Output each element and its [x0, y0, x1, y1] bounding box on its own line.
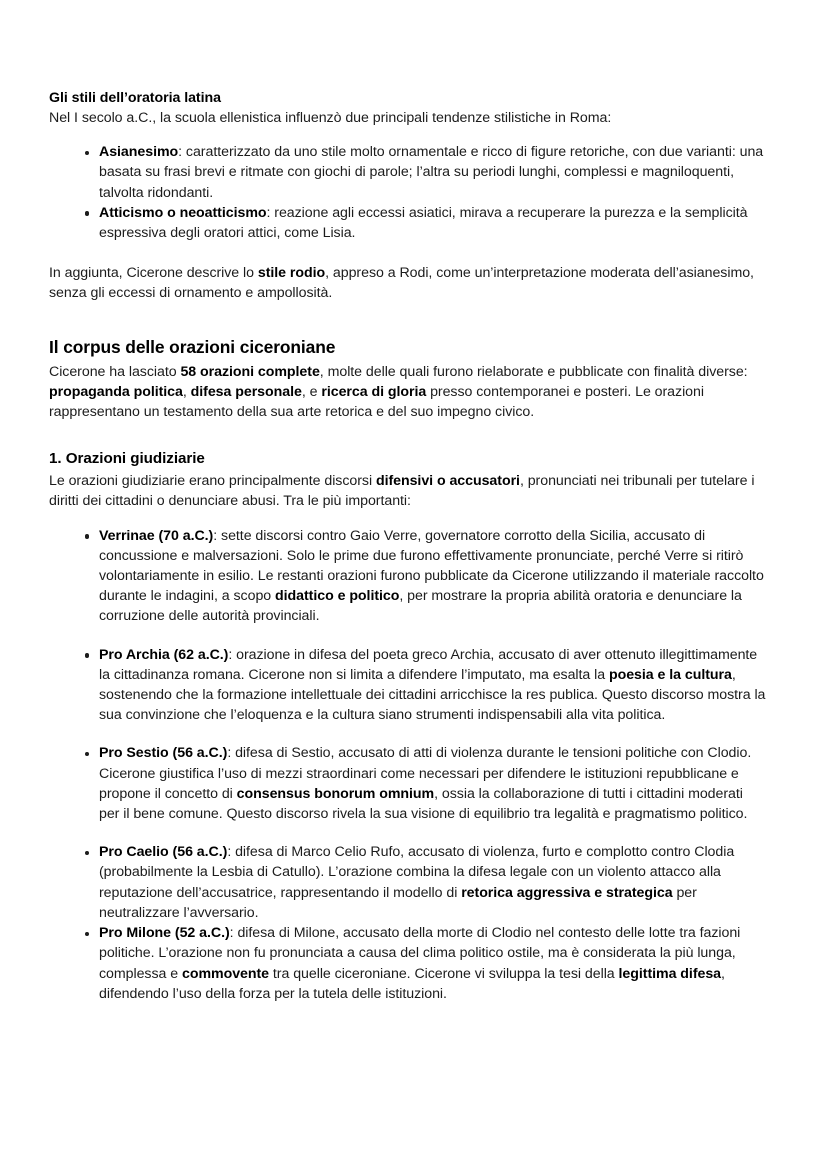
oration-title: Pro Sestio (56 a.C.)	[99, 745, 228, 762]
spacer	[49, 128, 766, 142]
oration-text-2: , per mostrare la propria abilità oratoria e denunciare la corruzione delle autorità provinciali.	[99, 588, 742, 625]
closing-text-bold: stile rodio	[257, 265, 326, 282]
corpus-bold-propaganda: propaganda politica	[49, 383, 183, 400]
styles-bullet-list	[49, 142, 766, 243]
closing-text-before: In aggiunta, Cicerone descrive lo	[49, 265, 258, 282]
oration-text-2: tra quelle ciceroniane. Cicerone vi sviluppa la tesi della	[269, 965, 619, 982]
judicial-intro-text-2: , pronunciati nei tribunali per tutelare i diritti dei cittadini o denunciare abusi. Tra le più importanti:	[49, 473, 755, 510]
oration-text-1: : difesa di Sestio, accusato di atti di violenza durante le tensioni politiche con Clodio. Cicerone giustifica l’uso di mezzi straordinari come necessari per difendere le istituzioni repubblicane e propone il concetto di	[99, 745, 752, 802]
bullet-dot-icon	[85, 211, 89, 215]
table-row	[49, 842, 766, 923]
bullet-dot-icon	[85, 534, 89, 538]
oration-content	[99, 647, 765, 724]
oration-title: Pro Archia (62 a.C.)	[99, 646, 229, 663]
oration-bold-1: consensus bonorum omnium	[236, 785, 435, 802]
oration-bold-1: commovente	[182, 965, 270, 982]
spacer	[49, 422, 766, 448]
orations-list	[49, 526, 766, 1004]
oration-text-2: per neutralizzare l’avversario.	[99, 884, 697, 921]
closing-text-after: , appreso a Rodi, come un’interpretazione moderata dell’asianesimo, senza gli eccessi di ornamento e ampollosità.	[49, 265, 754, 302]
spacer	[49, 512, 766, 526]
corpus-text-1: Cicerone ha lasciato	[49, 363, 181, 380]
section-judicial-intro	[49, 471, 766, 511]
section-corpus	[49, 335, 766, 423]
oration-text-3: , difendendo l’uso della forza per la tutela delle istituzioni.	[99, 965, 725, 1002]
section-corpus-heading: Il corpus delle orazioni ciceroniane	[49, 336, 336, 357]
section-styles-heading: Gli stili dell’oratoria latina	[49, 90, 221, 106]
section-corpus-paragraph	[49, 362, 766, 423]
oration-title: Pro Milone (52 a.C.)	[99, 925, 230, 942]
oration-text-1: : orazione in difesa del poeta greco Archia, accusato di aver ottenuto illegittimamente la cittadinanza romana. Cicerone non si limita a difendere l’imputato, ma esalta la	[99, 646, 758, 683]
section-styles-closing	[49, 263, 766, 303]
corpus-text-5: presso contemporanei e posteri. Le orazioni rappresentano un testamento della sua arte retorica e del suo impegno civico.	[49, 383, 704, 421]
corpus-bold-difesa: difesa personale	[190, 383, 302, 400]
list-item-body: : reazione agli eccessi asiatici, mirava a recuperare la purezza e la semplicità espressiva degli oratori attici, come Lisia.	[99, 204, 748, 242]
list-item-body: : caratterizzato da uno stile molto ornamentale e ricco di figure retoriche, con due varianti: una basata su frasi brevi e ritmate con giochi di parole; l’altra su periodi lunghi, complessi e magniloquenti, talvolta ridondanti.	[99, 144, 764, 201]
corpus-text-4: , e	[301, 383, 322, 400]
list-item-content	[99, 205, 747, 241]
section-styles	[49, 88, 766, 304]
oration-bold-1: poesia e la cultura	[608, 666, 732, 683]
section-styles-intro: Nel I secolo a.C., la scuola ellenistica influenzò due principali tendenze stilistiche in Roma:	[49, 110, 612, 126]
oration-title: Pro Caelio (56 a.C.)	[99, 844, 228, 861]
oration-text-2: , sostenendo che la formazione intellettuale dei cittadini arricchisce la res publica. Questo discorso mostra la sua convinzione che l’eloquenza e la cultura siano strumenti indispensabili alla vita politica.	[99, 666, 766, 724]
judicial-intro-bold: difensivi o accusatori	[375, 473, 520, 490]
bullet-dot-icon	[85, 932, 89, 936]
bullet-dot-icon	[85, 653, 89, 657]
oration-text-1: : difesa di Marco Celio Rufo, accusato di violenza, furto e complotto contro Clodia (probabilmente la Lesbia di Catullo). L’orazione combina la difesa legale con un violento attacco alla reputazione dell’accusatrice, rappresentando il modello di	[99, 844, 735, 901]
list-item	[49, 142, 766, 203]
oration-content	[99, 745, 751, 822]
bullet-dot-icon	[85, 151, 89, 155]
section-judicial-heading: 1. Orazioni giudiziarie	[49, 450, 205, 468]
oration-content	[99, 528, 764, 625]
table-row	[49, 526, 766, 627]
spacer	[49, 243, 766, 263]
oration-title: Verrinae (70 a.C.)	[99, 527, 214, 544]
oration-text-1: : difesa di Milone, accusato della morte di Clodio nel contesto delle lotte tra fazioni politiche. L’orazione non fu pronunciata a causa del clima politico ostile, ma è considerata la più lunga, complessa e	[99, 925, 741, 982]
document-body	[49, 88, 766, 1004]
oration-bold-1: retorica aggressiva e strategica	[461, 884, 673, 901]
bullet-dot-icon	[85, 851, 89, 855]
judicial-intro-text-1: Le orazioni giudiziarie erano principalmente discorsi	[49, 473, 376, 490]
bullet-dot-icon	[85, 752, 89, 756]
oration-text-1: : sette discorsi contro Gaio Verre, governatore corrotto della Sicilia, accusato di concussione e malversazioni. Solo le prime due furono effettivamente pronunciate, perché Verre si ritirò volontariamente in esilio. Le restanti orazioni furono pubblicate da Cicerone utilizzando il materiale raccolto durante le indagini, a scopo	[99, 527, 764, 605]
list-item-content	[99, 144, 763, 200]
oration-content	[99, 925, 740, 1002]
corpus-bold-orations-count: 58 orazioni complete	[180, 363, 320, 380]
table-row	[49, 743, 766, 824]
corpus-text-2: , molte delle quali furono rielaborate e pubblicate con finalità diverse:	[319, 363, 748, 380]
oration-bold-2: legittima difesa	[618, 965, 722, 982]
corpus-text-3: ,	[182, 383, 191, 400]
list-item-term: Asianesimo	[99, 144, 179, 161]
table-row	[49, 923, 766, 1004]
list-item	[49, 203, 766, 243]
spacer	[49, 304, 766, 335]
table-row	[49, 645, 766, 726]
list-item-term: Atticismo o neoatticismo	[99, 204, 267, 221]
oration-text-2: , ossia la collaborazione di tutti i cittadini moderati per il bene comune. Questo discorso rivela la sua visione di equilibrio tra legalità e pragmatismo politico.	[99, 785, 748, 823]
oration-bold-1: didattico e politico	[275, 588, 400, 605]
corpus-bold-gloria: ricerca di gloria	[321, 383, 427, 400]
oration-content	[99, 844, 734, 921]
section-judicial	[49, 448, 766, 1004]
